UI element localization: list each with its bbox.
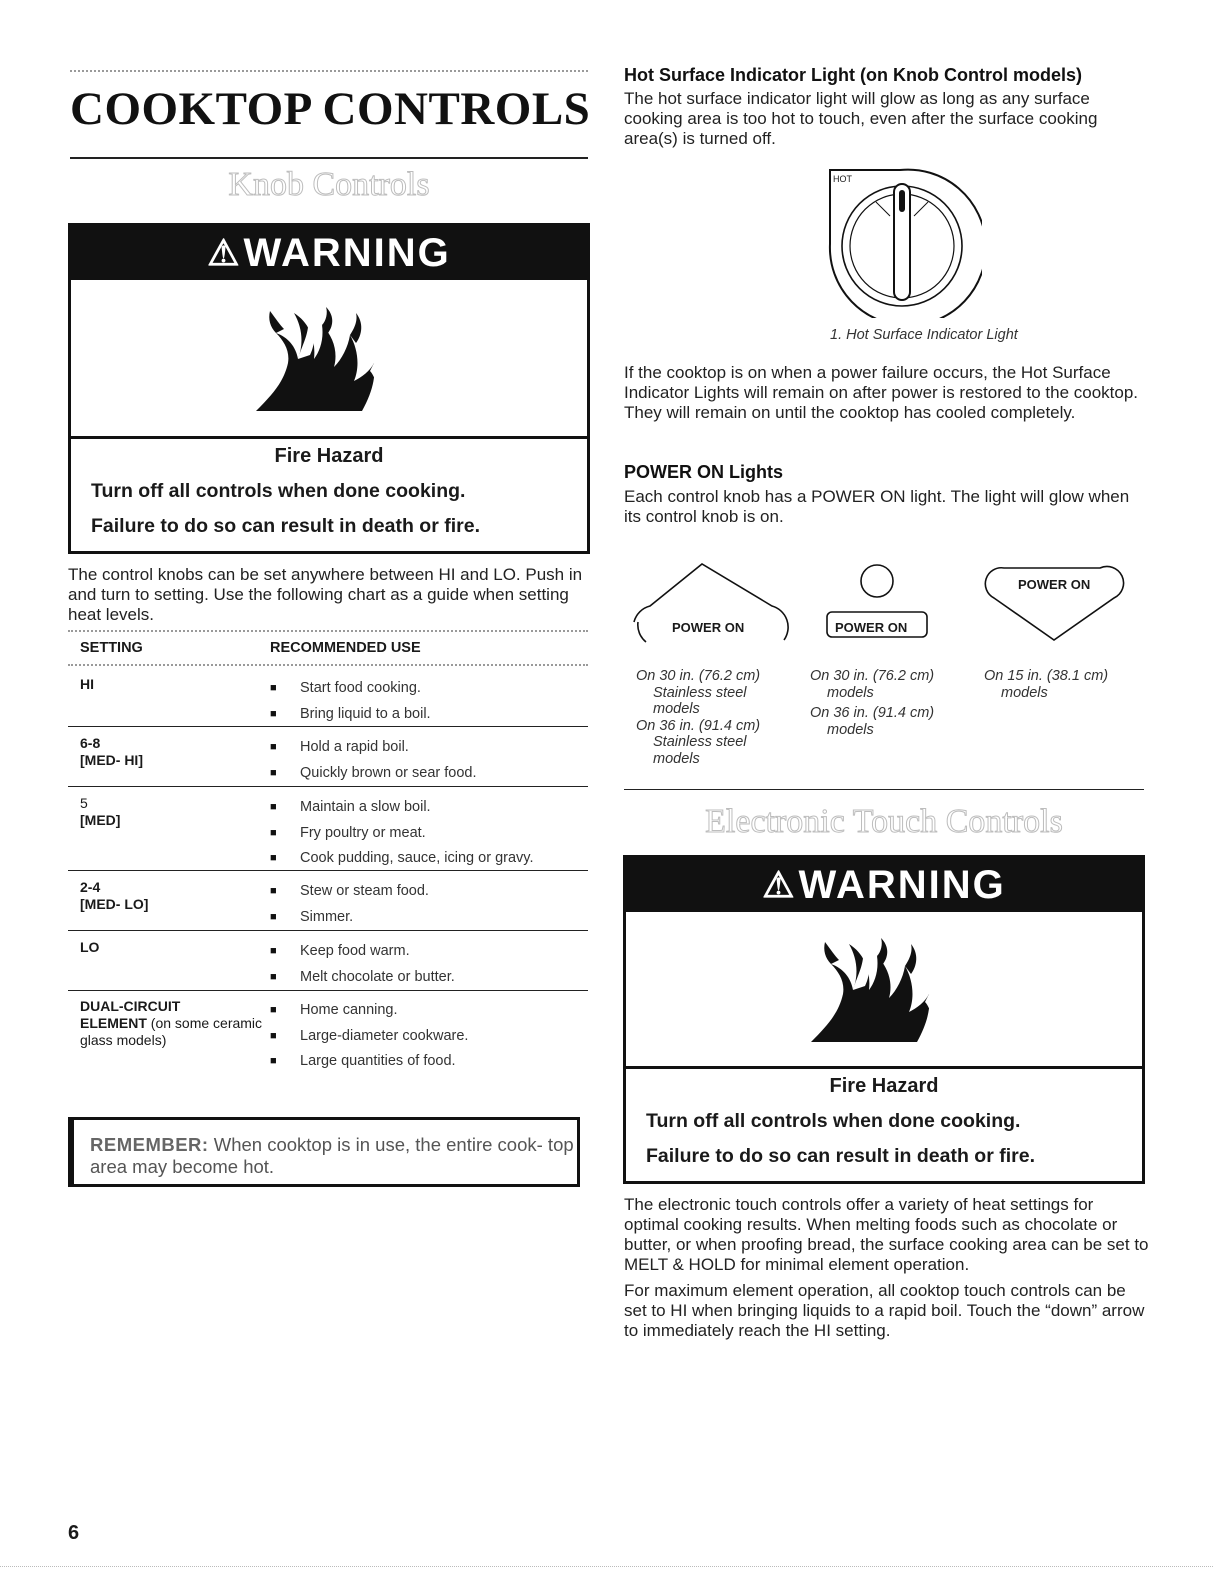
- use-item: ■ Quickly brown or sear food.: [270, 761, 477, 787]
- use-item: ■ Stew or steam food.: [270, 879, 429, 905]
- use-item: ■ Start food cooking.: [270, 676, 431, 702]
- caption-line: models: [653, 701, 700, 717]
- power-on-text: Each control knob has a POWER ON light. The light will glow when its control knob is on.: [624, 487, 1130, 526]
- use-item: ■ Melt chocolate or butter.: [270, 965, 455, 991]
- power-on-caption-2: [810, 668, 934, 738]
- setting-value-2: [MED- LO]: [80, 896, 149, 912]
- page-title: COOKTOP CONTROLS: [70, 83, 591, 135]
- row-rule: [68, 990, 588, 991]
- caption-line: Stainless steel: [653, 684, 747, 701]
- caption-line: On 30 in. (76.2 cm): [636, 668, 761, 684]
- col-use-header: RECOMMENDED USE: [270, 640, 421, 656]
- caption-line: On 36 in. (91.4 cm): [810, 705, 935, 721]
- title-rule: [70, 157, 588, 159]
- warning-label: WARNING: [798, 862, 1006, 907]
- warning-bar: [626, 858, 1142, 912]
- use-item: ■ Keep food warm.: [270, 939, 455, 965]
- row-rule: [68, 726, 588, 727]
- warning-triangle-icon: ⚠: [762, 864, 797, 905]
- power-on-caption-3: [984, 668, 1108, 701]
- use-item: ■ Large-diameter cookware.: [270, 1024, 468, 1050]
- use-item: ■ Simmer.: [270, 905, 429, 931]
- setting-value: 2-4: [80, 879, 101, 895]
- electronic-controls-heading: Electronic Touch Controls: [705, 803, 1063, 840]
- remember-text: When cooktop is in use, the entire cook- top area may become hot.: [90, 1134, 574, 1177]
- setting-value-2: [MED]: [80, 812, 121, 828]
- knob-intro-text: The control knobs can be set anywhere between HI and LO. Push in and turn to setting. Use the following chart as a guide when setting heat levels.: [68, 565, 583, 624]
- caption-line: models: [1001, 684, 1048, 701]
- col-setting-header: SETTING: [80, 640, 143, 656]
- caption-line: models: [827, 684, 874, 701]
- setting-value: DUAL-CIRCUIT: [80, 998, 181, 1014]
- setting-value: HI: [80, 676, 94, 692]
- row-rule: [68, 870, 588, 871]
- caption-line: models: [827, 721, 874, 738]
- knob-warning-box: [68, 223, 590, 554]
- caption-line: On 36 in. (91.4 cm): [636, 717, 761, 734]
- power-on-caption-1: [636, 668, 760, 767]
- setting-value: 6-8: [80, 735, 101, 751]
- power-failure-text: If the cooktop is on when a power failure occurs, the Hot Surface Indicator Lights will remain on after power is restored to the cooktop. They will remain on until the cooktop has cooled completely.: [624, 363, 1139, 422]
- hot-label: HOT: [833, 174, 852, 184]
- row-rule: [68, 930, 588, 931]
- fire-pictogram: [626, 912, 1142, 1069]
- setting-value-2: [MED- HI]: [80, 752, 143, 768]
- remember-label: REMEMBER:: [90, 1134, 209, 1155]
- power-on-heading: POWER ON Lights: [624, 462, 783, 482]
- use-item: ■ Home canning.: [270, 998, 468, 1024]
- warning-label: WARNING: [243, 230, 451, 275]
- electronic-warning-box: [623, 855, 1145, 1184]
- use-item: ■ Bring liquid to a boil.: [270, 702, 431, 728]
- table-header-rule: [68, 664, 588, 666]
- use-item: ■ Maintain a slow boil.: [270, 795, 533, 821]
- hot-surface-text: The hot surface indicator light will glow as long as any surface cooking area is too hot to touch, even after the surface cooking area(s) is turned off.: [624, 89, 1098, 148]
- caption-line: On 15 in. (38.1 cm): [984, 668, 1109, 684]
- setting-value: 5: [80, 795, 88, 811]
- fire-icon: [254, 303, 404, 413]
- caption-line: Stainless steel: [653, 734, 747, 750]
- use-item: ■ Large quantities of food.: [270, 1049, 468, 1075]
- power-on-light-icon: [980, 560, 1130, 645]
- setting-value: LO: [80, 939, 100, 955]
- top-rule: [70, 70, 588, 72]
- warning-line-2: Failure to do so can result in death or fire.: [646, 1145, 1035, 1167]
- caption-line: On 30 in. (76.2 cm): [810, 668, 935, 684]
- hazard-title: Fire Hazard: [829, 1075, 939, 1097]
- warning-bar: [71, 226, 587, 280]
- use-item: ■ Fry poultry or meat.: [270, 821, 533, 847]
- caption-line: models: [653, 750, 700, 767]
- knob-controls-heading: Knob Controls: [228, 166, 430, 203]
- use-item: ■ Hold a rapid boil.: [270, 735, 477, 761]
- page-number: 6: [68, 1522, 80, 1544]
- warning-line-2: Failure to do so can result in death or fire.: [91, 515, 480, 537]
- table-top-rule: [68, 630, 588, 632]
- setting-value-2: ELEMENT: [80, 1015, 147, 1031]
- table-row: [70, 676, 588, 724]
- fire-pictogram: [71, 280, 587, 439]
- electronic-para-1: The electronic touch controls offer a variety of heat settings for optimal cooking results. When melting foods such as chocolate or butter, or when proofing bread, the surface cooking area can be set to MELT & HOLD for minimal element operation.: [624, 1195, 1149, 1274]
- use-item: ■ Cook pudding, sauce, icing or gravy.: [270, 846, 533, 872]
- hot-surface-heading: Hot Surface Indicator Light (on Knob Control models): [624, 65, 1082, 85]
- power-on-label: POWER ON: [835, 620, 908, 635]
- remember-box: [68, 1117, 580, 1187]
- hot-knob-caption: 1. Hot Surface Indicator Light: [830, 327, 1018, 343]
- warning-line-1: Turn off all controls when done cooking.: [646, 1110, 1021, 1132]
- bottom-edge-rule: [0, 1566, 1213, 1567]
- power-on-label: POWER ON: [1018, 577, 1091, 592]
- fire-icon: [809, 934, 959, 1044]
- warning-line-1: Turn off all controls when done cooking.: [91, 480, 466, 502]
- section-rule: [624, 789, 1144, 790]
- row-rule: [68, 786, 588, 787]
- setting-note: (on some ceramic glass models): [80, 1015, 263, 1048]
- electronic-para-2: For maximum element operation, all cooktop touch controls can be set to HI when bringing liquids to a rapid boil. Touch the “down” arrow to immediately reach the HI setting.: [624, 1281, 1145, 1340]
- hazard-title: Fire Hazard: [274, 445, 384, 467]
- power-on-label: POWER ON: [672, 620, 745, 635]
- warning-triangle-icon: ⚠: [207, 232, 242, 273]
